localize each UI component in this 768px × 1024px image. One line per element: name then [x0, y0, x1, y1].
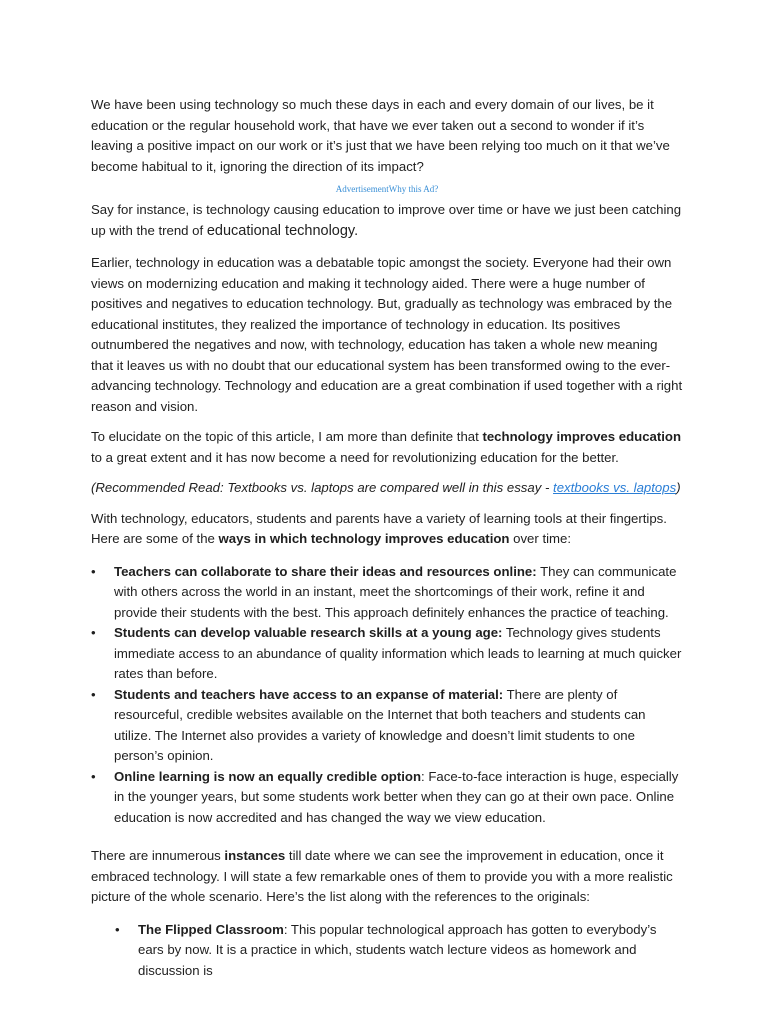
instances-bold: instances	[224, 848, 286, 863]
paragraph-history: Earlier, technology in education was a debatable topic amongst the society. Everyone had their own views on modernizing education and making it technology aided. There were a huge number of positives and negatives to education technology. But, gradually as technology was embraced by the educational institutes, they realized the importance of technology in education. Its positives outnumbered the negatives and now, with technology, education has taken a whole new meaning that it leaves us with no doubt that our educational system has been transformed owing to the ever-advancing technology. Technology and education are a great combination if used together with a right reason and vision.	[91, 255, 683, 414]
list-item-bold: Online learning is now an equally credible option	[114, 768, 422, 784]
instances-post: till date where we can see the improvement in education, once it embraced technology. I will state a few remarkable ones of them to provide you with a more realistic picture of the whole scenario. Here’s the list along with the references to the originals:	[91, 848, 673, 904]
list-item	[91, 767, 683, 829]
ways-pre: With technology, educators, students and parents have a variety of learning tools at their fingertips. Here are some of the	[91, 510, 667, 546]
thesis-post: to a great extent and it has now become a need for revolutionizing education for the better.	[91, 449, 619, 465]
thesis-pre: To elucidate on the topic of this article, I am more than definite that	[91, 429, 483, 444]
recommended-read	[91, 478, 683, 499]
list-item-bold: Students can develop valuable research skills at a young age:	[114, 625, 503, 640]
instances-pre: There are innumerous	[91, 848, 225, 863]
paragraph-trend	[91, 200, 683, 241]
list-item	[91, 623, 683, 685]
paragraph-trend-text: Say for instance, is technology causing education to improve over time or have we just been catching up with the trend of	[91, 202, 682, 238]
textbooks-vs-laptops-link[interactable]: textbooks vs. laptops	[553, 480, 677, 495]
list-item-text: They can communicate with others across the world in an instant, meet the shortcomings of their work, refine it and provide their students with the best. This approach definitely enhances the practice of teaching.	[114, 563, 677, 620]
bullet-icon: •	[91, 563, 96, 579]
bullet-icon: •	[91, 768, 96, 784]
bullet-icon: •	[91, 686, 96, 702]
list-item-bold: The Flipped Classroom	[138, 921, 284, 937]
list-item	[91, 562, 683, 624]
list-item	[115, 920, 683, 982]
benefits-list	[91, 562, 683, 829]
article-body	[91, 95, 683, 981]
paragraph-thesis	[91, 427, 683, 468]
intro-paragraph: We have been using technology so much these days in each and every domain of our lives, be it education or the regular household work, that have we ever taken out a second to wonder if it’s leaving a positive impact on our work or it’s just that we have been relying too much on it that we’ve become habitual to it, ignoring the direction of its impact?	[91, 97, 670, 174]
instances-list	[91, 920, 683, 982]
list-item-text: : Face-to-face interaction is huge, especially in the younger years, but some students work better when they can go at their own pace. Online education is now accredited and has changed the way we view education.	[114, 768, 679, 825]
list-item-text: : This popular technological approach has gotten to everybody’s ears by now. It is a practice in which, students watch lecture videos as homework and discussion is	[138, 921, 657, 978]
paragraph-instances	[91, 846, 683, 908]
list-item-bold: Teachers can collaborate to share their ideas and resources online:	[114, 563, 537, 579]
paragraph-ways	[91, 509, 683, 550]
advertisement-link[interactable]: AdvertisementWhy this Ad?	[335, 184, 439, 194]
bullet-icon: •	[91, 625, 96, 640]
list-item-bold: Students and teachers have access to an expanse of material:	[114, 686, 504, 702]
recommended-pre: (Recommended Read: Textbooks vs. laptops are compared well in this essay -	[91, 480, 554, 495]
bullet-icon: •	[115, 921, 120, 937]
list-item-text: Technology gives students immediate access to an abundance of quality information which leads to learning at much quicker rates than before.	[114, 625, 682, 681]
thesis-bold: technology improves education	[482, 429, 682, 444]
educational-technology-text: educational technology.	[206, 222, 359, 239]
ways-post: over time:	[509, 531, 572, 546]
ways-bold: ways in which technology improves education	[218, 531, 510, 546]
list-item-text: There are plenty of resourceful, credible websites available on the Internet that both teachers and students can utilize. The Internet also provides a variety of knowledge and doesn’t limit students to one person’s opinion.	[114, 686, 646, 763]
recommended-post: )	[676, 480, 681, 495]
list-item	[91, 685, 683, 767]
